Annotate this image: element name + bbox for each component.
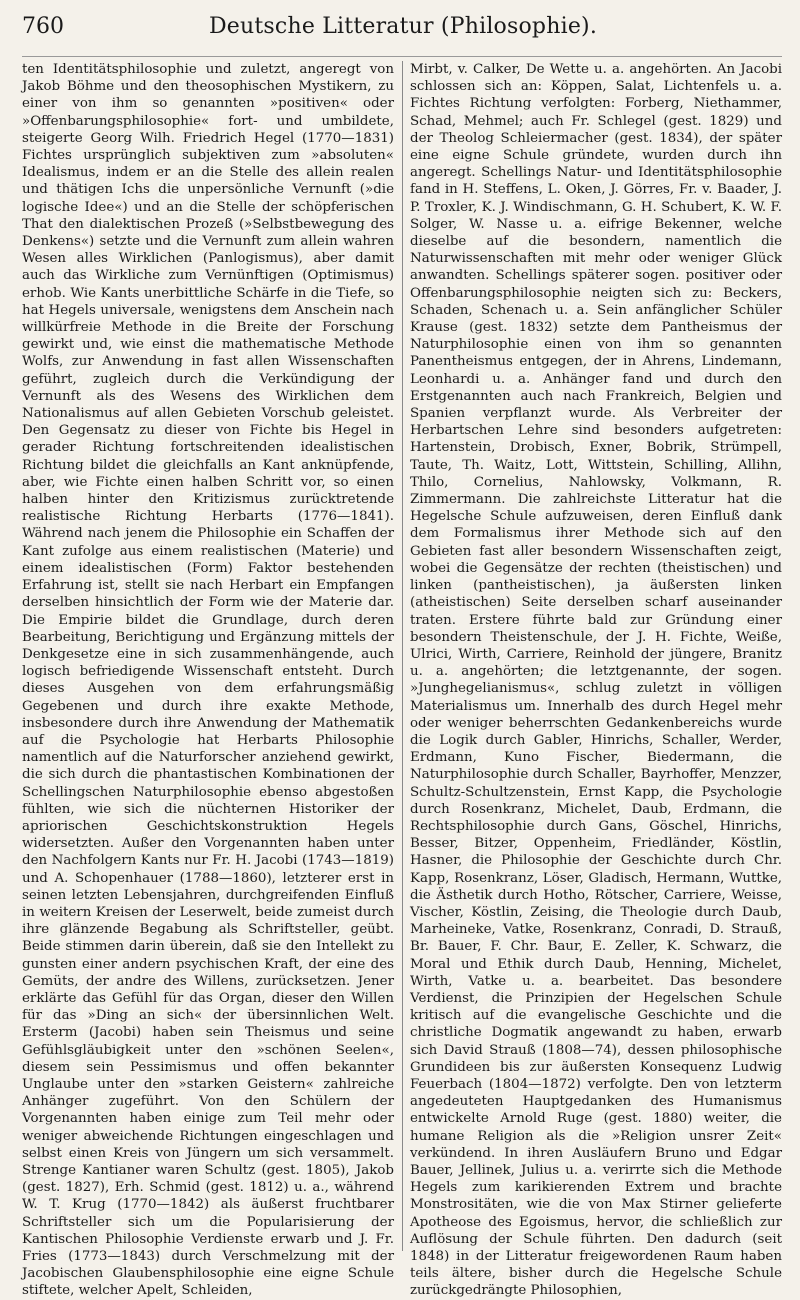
page-header (22, 14, 782, 57)
running-title: Deutsche Litteratur (Philosophie). (208, 14, 598, 39)
right-column-text: Mirbt, v. Calker, De Wette u. a. angehörten. An Jacobi schlossen sich an: Köppen, Salat, Lichtenfels u. a. Fichtes Richtung verfolgten: Forberg, Niethammer, Schad, Mehmel; auch Fr. Schlegel (gest. 1829) und der Theolog Schleiermacher (gest. 1834), der später eine eigne Schule gründete, wurden durch ihn angeregt. Schellings Natur- und Identitätsphilosophie fand in H. Steffens, L. Oken, J. Görres, Fr. v. Baader, J. P. Troxler, K. J. Windischmann, G. H. Schubert, K. W. F. Solger, W. Nasse u. a. eifrige Bekenner, welche dieselbe auf die besondern, namentlich die Naturwissenschaften mit mehr oder weniger Glück anwandten. Schellings späterer sogen. positiver oder Offenbarungsphilosophie neigten sich zu: Beckers, Schaden, Schenach u. a. Sein anfänglicher Schüler Krause (gest. 1832) setzte dem Pantheismus der Naturphilosophie einen von ihm so genannten Panentheismus entgegen, der in Ahrens, Lindemann, Leonhardi u. a. Anhänger fand und durch den Erstgenannten auch nach Frankreich, Belgien und Spanien verpflanzt wurde. Als Verbreiter der Herbartschen Lehre sind besonders aufgetreten: Hartenstein, Drobisch, Exner, Bobrik, Strümpell, Taute, Th. Waitz, Lott, Wittstein, Schilling, Allihn, Thilo, Cornelius, Nahlowsky, Volkmann, R. Zimmermann. Die zahlreichste Litteratur hat die Hegelsche Schule aufzuweisen, deren Einfluß dank dem Formalismus ihrer Methode sich auf den Gebieten fast aller besondern Wissenschaften zeigt, wobei die Gegensätze der rechten (theistischen) und linken (pantheistischen), ja äußersten linken (atheistischen) Seite derselben scharf auseinander traten. Erstere führte bald zur Gründung einer besondern Theistenschule, der J. H. Fichte, Weiße, Ulrici, Wirth, Carriere, Reinhold der jüngere, Branitz u. a. angehörten; die letztgenannte, der sogen. »Junghegelianismus«, schlug zuletzt in völligen Materialismus um. Innerhalb des durch Hegel mehr oder weniger beherrschten Gedankenbereichs wurde die Logik durch Gabler, Hinrichs, Schaller, Werder, Erdmann, Kuno Fischer, Biedermann, die Naturphilosophie durch Schaller, Bayrhoffer, Menzzer, Schultz-Schultzenstein, Ernst Kapp, die Psychologie durch Rosenkranz, Michelet, Daub, Erdmann, die Rechtsphilosophie durch Gans, Göschel, Hinrichs, Besser, Bitzer, Oppenheim, Friedländer, Köstlin, Hasner, die Philosophie der Geschichte durch Chr. Kapp, Rosenkranz, Löser, Gladisch, Hermann, Wuttke, die Ästhetik durch Hotho, Rötscher, Carriere, Weisse, Vischer, Köstlin, Zeising, die Theologie durch Daub, Marheineke, Vatke, Rosenkranz, Conradi, D. Strauß, Br. Bauer, F. Chr. Baur, E. Zeller, K. Schwarz, die Moral und Ethik durch Daub, Henning, Michelet, Wirth, Vatke u. a. bearbeitet. Das besondere Verdienst, die Prinzipien der Hegelschen Schule kritisch auf die evangelische Geschichte und die christliche Dogmatik angewandt zu haben, erwarb sich David Strauß (1808—74), dessen philosophische Grundideen bis zur äußersten Konsequenz Ludwig Feuerbach (1804—1872) verfolgte. Den von letzterm angedeuteten Hauptgedanken des Humanismus entwickelte Arnold Ruge (gest. 1880) weiter, die humane Religion als die »Religion unsrer Zeit« verkündend. In ihren Ausläufern Bruno und Edgar Bauer, Jellinek, Julius u. a. verirrte sich die Methode Hegels zum karikierenden Extrem und brachte Monstrositäten, wie die von Max Stirner gelieferte Apotheose des Egoismus, hervor, die schließlich zur Auflösung der Schule führten. Den dadurch (seit 1848) in der Litteratur freigewordenen Raum haben teils ältere, bisher durch die Hegelsche Schule zurückgedrängte Philosophien, (410, 62, 782, 1299)
page-number: 760 (22, 14, 64, 39)
text-columns (22, 61, 782, 1299)
left-column (22, 61, 394, 1299)
right-column (410, 61, 782, 1299)
left-column-text: ten Identitätsphilosophie und zuletzt, angeregt von Jakob Böhme und den theosophischen Mystikern, zu einer von ihm so genannten »positiven« oder »Offenbarungsphilosophie« fort- und umbildete, steigerte Georg Wilh. Friedrich Hegel (1770—1831) Fichtes ursprünglich subjektiven zum »absoluten« Idealismus, indem er an die Stelle des allein realen und thätigen Ichs die unpersönliche Vernunft (»die logische Idee«) und an die Stelle der schöpferischen That den dialektischen Prozeß (»Selbstbewegung des Denkens«) setzte und die Vernunft zum allein wahren Wesen alles Wirklichen (Panlogismus), aber damit auch das Wirkliche zum Vernünftigen (Optimismus) erhob. Wie Kants unerbittliche Schärfe in die Tiefe, so hat Hegels universale, wenigstens dem Anschein nach willkürfreie Methode in die Breite der Forschung gewirkt und, wie einst die mathematische Methode Wolfs, zur Anwendung in fast allen Wissenschaften geführt, zugleich durch die Verkündigung der Vernunft als des Wesens des Wirklichen dem Nationalismus auf allen Gebieten Vorschub geleistet. Den Gegensatz zu dieser von Fichte bis Hegel in gerader Richtung fortschreitenden idealistischen Richtung bildet die gleichfalls an Kant anknüpfende, aber, wie Fichte einen halben Schritt vor, so einen halben hinter den Kritizismus zurücktretende realistische Richtung Herbarts (1776—1841). Während nach jenem die Philosophie ein Schaffen der Kant zufolge aus einem realistischen (Materie) und einem idealistischen (Form) Faktor bestehenden Erfahrung ist, stellt sie nach Herbart ein Empfangen derselben hinsichtlich der Form wie der Materie dar. Die Empirie bildet die Grundlage, durch deren Bearbeitung, Berichtigung und Ergänzung mittels der Denkgesetze eine in sich zusammenhängende, auch logisch befriedigende Wissenschaft entsteht. Durch dieses Ausgehen von dem erfahrungsmäßig Gegebenen und durch ihre exakte Methode, insbesondere durch ihre Anwendung der Mathematik auf die Psychologie hat Herbarts Philosophie namentlich auf die Naturforscher anziehend gewirkt, die sich durch die phantastischen Kombinationen der Schellingschen Naturphilosophie ebenso abgestoßen fühlten, wie sich die nüchternen Historiker der apriorischen Geschichtskonstruktion Hegels widersetzten. Außer den Vorgenannten haben unter den Nachfolgern Kants nur Fr. H. Jacobi (1743—1819) und A. Schopenhauer (1788—1860), letzterer erst in seinen letzten Lebensjahren, durchgreifenden Einfluß in weitern Kreisen der Leserwelt, beide zumeist durch ihre glänzende Begabung als Schriftsteller, geübt. Beide stimmen darin überein, daß sie den Intellekt zu gunsten einer andern psychischen Kraft, der eine des Gemüts, der andre des Willens, zurücksetzen. Jener erklärte das Gefühl für das Organ, dieser den Willen für das »Ding an sich« der übersinnlichen Welt. Ersterm (Jacobi) haben sein Theismus und seine Gefühlsgläubigkeit unter den »schönen Seelen«, diesem sein Pessimismus und offen bekannter Unglaube unter den »starken Geistern« zahlreiche Anhänger zugeführt. Von den Schülern der Vorgenannten haben einige zum Teil mehr oder weniger abweichende Richtungen eingeschlagen und selbst einen Kreis von Jüngern um sich versammelt. Strenge Kantianer waren Schultz (gest. 1805), Jakob (gest. 1827), Erh. Schmid (gest. 1812) u. a., während W. T. Krug (1770—1842) als äußerst fruchtbarer Schriftsteller sich um die Popularisierung der Kantischen Philosophie Verdienste erwarb und J. Fr. Fries (1773—1843) durch Verschmelzung mit der Jacobischen Glaubensphilosophie eine eigne Schule stiftete, welcher Apelt, Schleiden, (22, 62, 394, 1299)
column-divider (402, 61, 403, 1251)
